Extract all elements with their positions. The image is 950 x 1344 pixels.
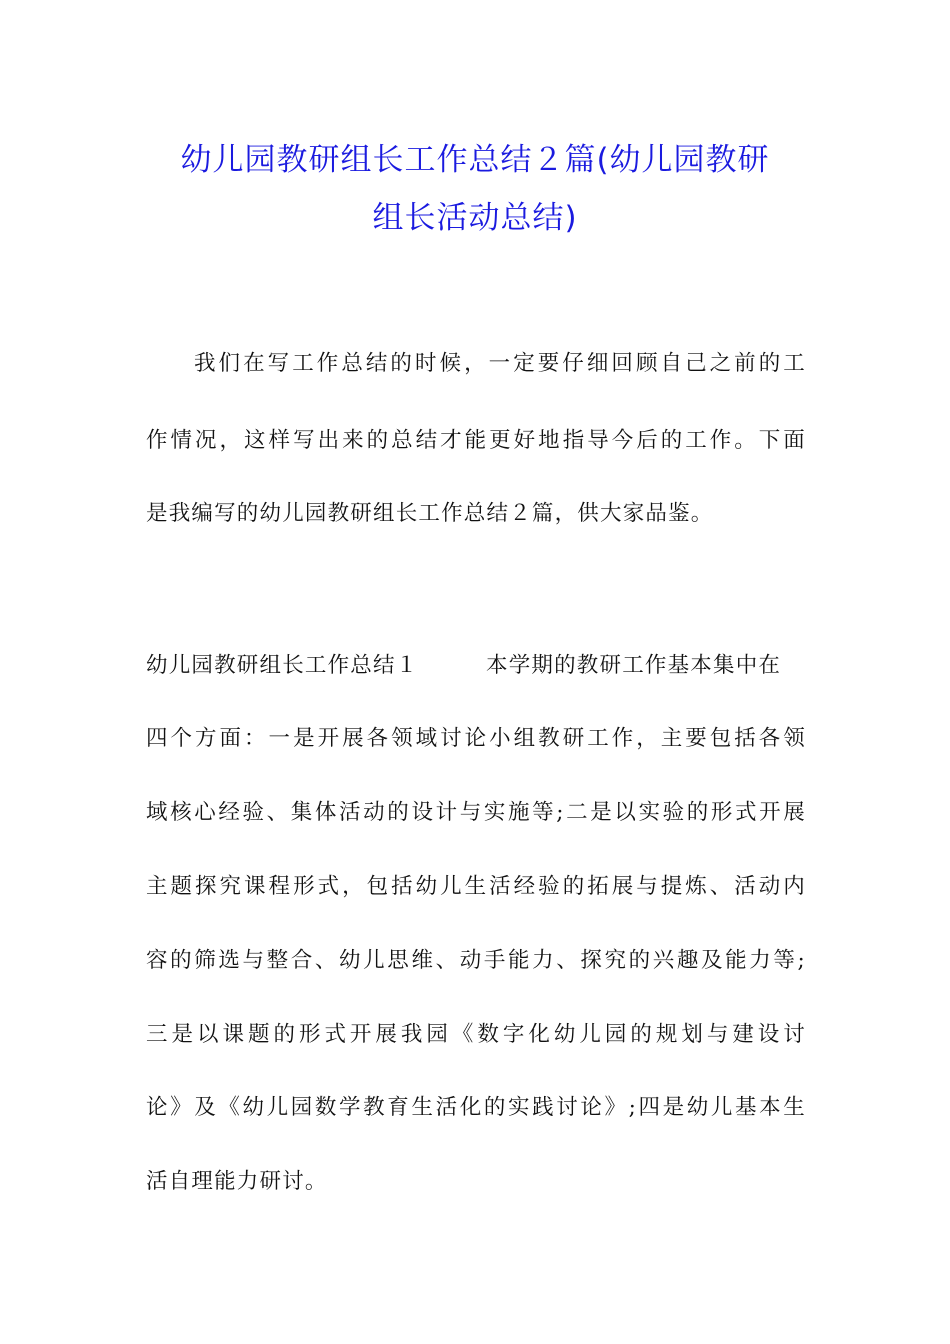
intro-line-2: 作情况，这样写出来的总结才能更好地指导今后的工作。下面: [146, 428, 806, 453]
section1-line-2: 域核心经验、集体活动的设计与实施等;二是以实验的形式开展: [146, 800, 806, 825]
section1-line-6: 论》及《幼儿园数学教育生活化的实践讨论》;四是幼儿基本生: [146, 1095, 806, 1120]
section1-line-3: 主题探究课程形式，包括幼儿生活经验的拓展与提炼、活动内: [146, 874, 806, 899]
section1-line-5: 三是以课题的形式开展我园《数字化幼儿园的规划与建设讨: [146, 1022, 806, 1047]
section1-first-line: [146, 648, 806, 679]
intro-line-1: 我们在写工作总结的时候，一定要仔细回顾自己之前的工: [194, 351, 806, 376]
intro-line-3: 是我编写的幼儿园教研组长工作总结２篇，供大家品鉴。: [146, 501, 714, 526]
title-line-1: 幼儿园教研组长工作总结２篇(幼儿园教研: [180, 142, 770, 178]
section1-first-line-text: 本学期的教研工作基本集中在: [486, 653, 782, 678]
section1-line-7: 活自理能力研讨。: [146, 1169, 328, 1194]
section1-heading: 幼儿园教研组长工作总结１: [146, 653, 419, 678]
section1-line-4: 容的筛选与整合、幼儿思维、动手能力、探究的兴趣及能力等;: [146, 948, 806, 973]
section1-line-1: 四个方面：一是开展各领域讨论小组教研工作，主要包括各领: [146, 726, 806, 751]
title-line-2: 组长活动总结): [372, 200, 578, 236]
